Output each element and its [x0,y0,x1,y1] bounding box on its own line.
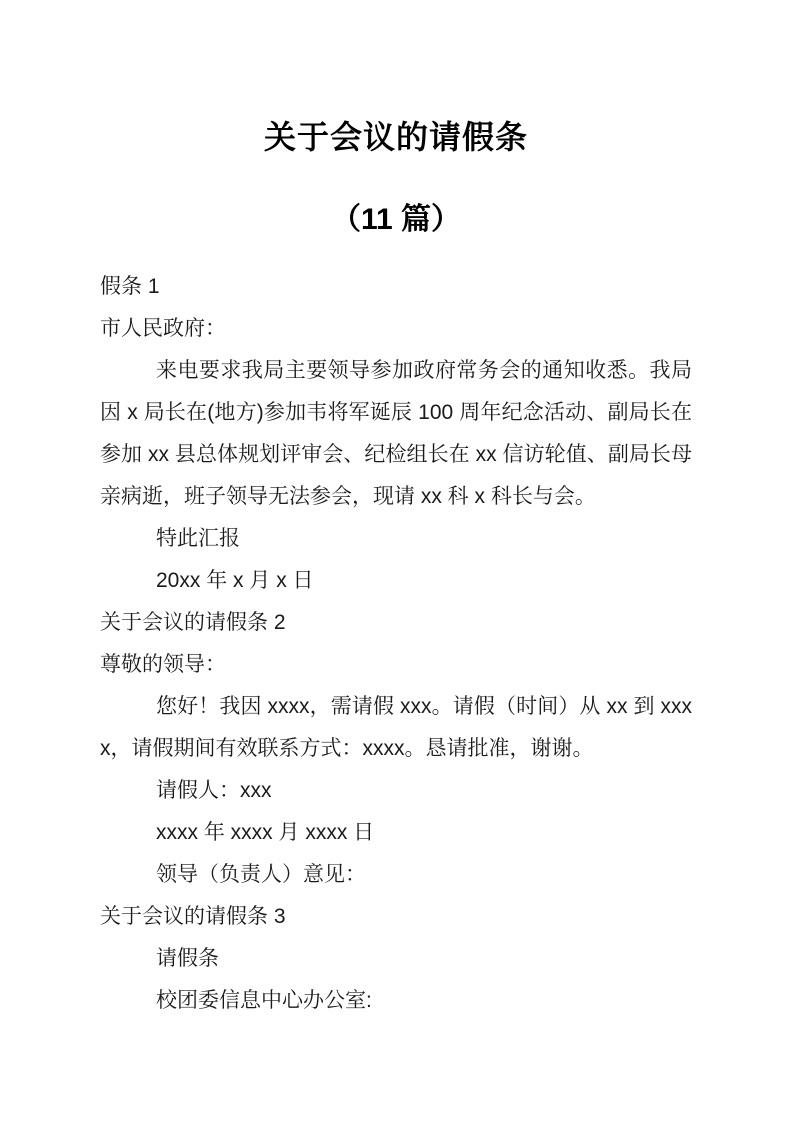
document-body [100,266,692,1022]
paragraph: 特此汇报 [156,527,240,550]
paragraph: 领导（负责人）意见： [156,863,366,886]
paragraph: 请假人：xxx [156,779,272,802]
paragraph: 20xx 年 x 月 x 日 [156,569,314,592]
document-title: 关于会议的请假条 [263,119,528,155]
paragraph: 您好！我因 xxxx，需请假 xxx。请假（时间）从 xx 到 xxxx，请假期间有效联系方式：xxxx。恳请批准，谢谢。 [100,695,692,760]
paragraph: 市人民政府： [100,317,226,340]
paragraph: 请假条 [156,947,219,970]
document-subtitle: （11 篇） [330,203,462,236]
paragraph: 校团委信息中心办公室: [156,989,372,1012]
paragraph: 关于会议的请假条 3 [100,905,286,928]
paragraph: xxxx 年 xxxx 月 xxxx 日 [156,821,375,844]
paragraph: 尊敬的领导： [100,653,226,676]
paragraph: 来电要求我局主要领导参加政府常务会的通知收悉。我局因 x 局长在(地方)参加韦将军诞辰 100 周年纪念活动、副局长在参加 xx 县总体规划评审会、纪检组长在 xx 信访轮值、副局长母亲病逝，班子领导无法参会，现请 xx 科 x 科长与会。 [100,359,692,508]
paragraph: 假条 1 [100,275,160,298]
paragraph: 关于会议的请假条 2 [100,611,286,634]
